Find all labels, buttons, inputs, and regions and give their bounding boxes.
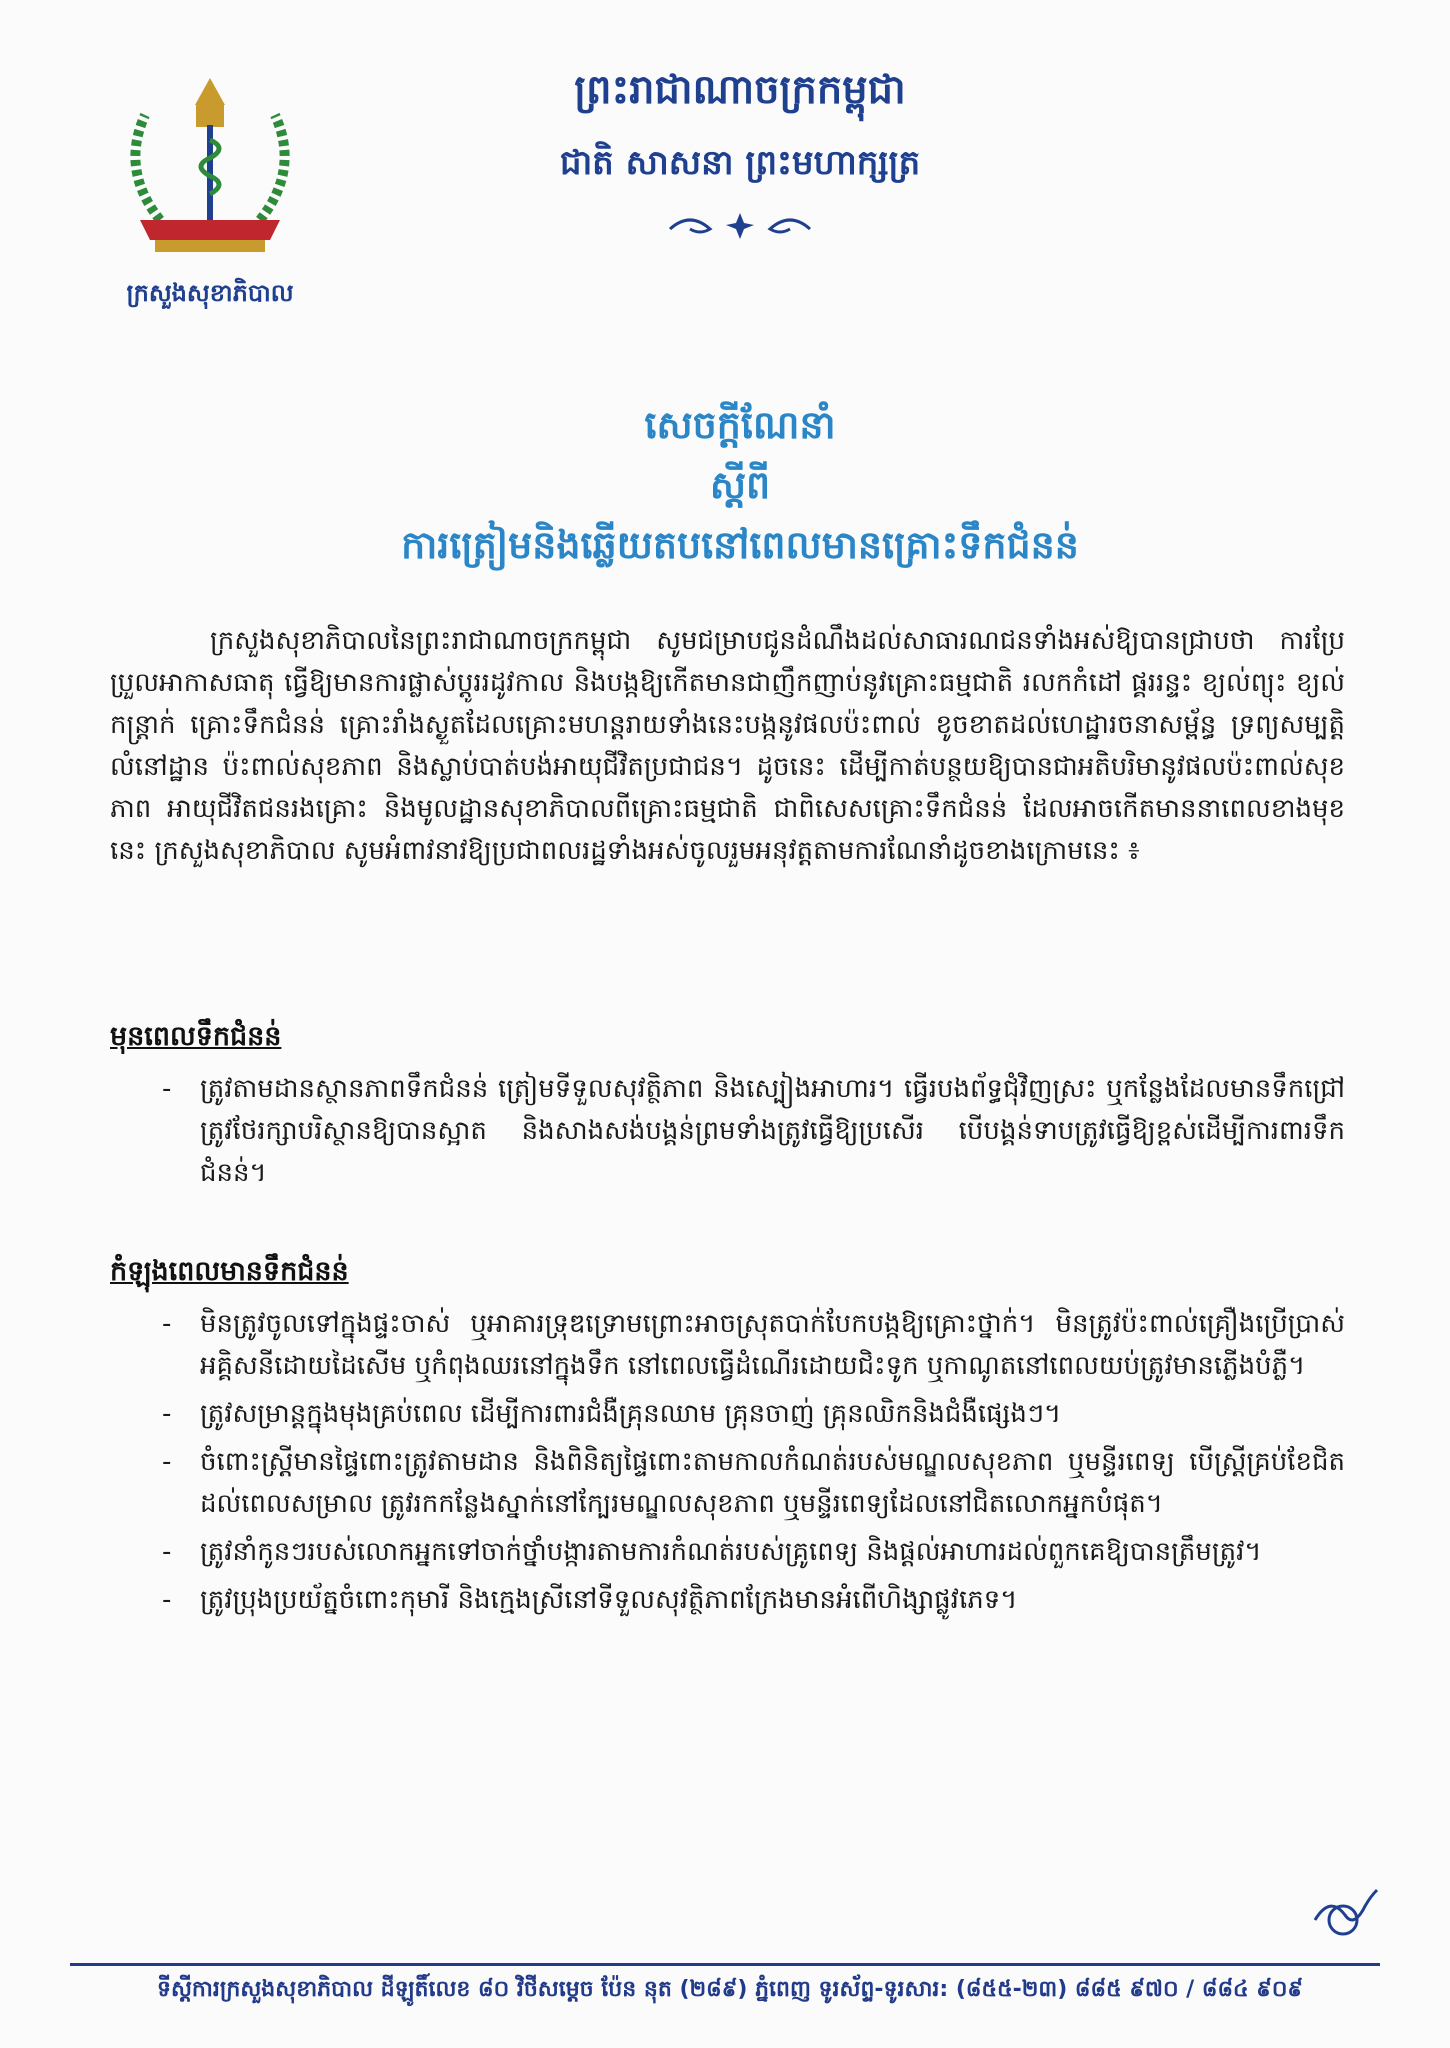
footer-divider bbox=[70, 1963, 1380, 1966]
title-line-1: សេចក្តីណែនាំ bbox=[644, 403, 836, 447]
list-item: - មិនត្រូវចូលទៅក្នុងផ្ទះចាស់ ឬអាគារទ្រុឌទ្រោមព្រោះអាចស្រុតបាក់បែកបង្កឱ្យគ្រោះថ្នាក់។ មិនត្រូវប៉ះពាល់គ្រឿងប្រើប្រាស់ អគ្គិសនីដោយដៃសើម ឬកំពុងឈរនៅក្នុងទឹក នៅពេលធ្វើដំណើរដោយជិះទូក ឬកាណូតនៅពេលយប់ត្រូវមានភ្លើងបំភ្លឺ។ bbox=[162, 1309, 1345, 1381]
section-heading-during: កំឡុងពេលមានទឹកជំនន់ bbox=[110, 1256, 349, 1287]
list-item: - ត្រូវប្រុងប្រយ័ត្នចំពោះកុមារី និងក្មេងស្រីនៅទីទួលសុវត្ថិភាពក្រែងមានអំពើហិង្សាផ្លូវភេទ។ bbox=[162, 1585, 1018, 1615]
list-item: - ត្រូវសម្រាន្តក្នុងមុងគ្រប់ពេល ដើម្បីការពារជំងឺគ្រុនឈាម គ្រុនចាញ់ គ្រុនឈិកនិងជំងឺផ្សេងៗ។ bbox=[162, 1399, 1062, 1429]
national-motto: ជាតិ សាសនា ព្រះមហាក្សត្រ bbox=[559, 143, 921, 183]
section-heading-before: មុនពេលទឹកជំនន់ bbox=[110, 1021, 282, 1052]
intro-paragraph bbox=[110, 620, 1345, 872]
list-item: - ចំពោះស្ត្រីមានផ្ទៃពោះត្រូវតាមដាន និងពិនិត្យផ្ទៃពោះតាមកាលកំណត់របស់មណ្ឌលសុខភាព ឬមន្ទីរពេទ្យ បើស្ត្រីគ្រប់ខែជិតដល់ពេលសម្រាល ត្រូវរកកន្លែងស្នាក់នៅក្បែរមណ្ឌលសុខភាព ឬមន្ទីរពេទ្យដែលនៅជិតលោកអ្នកបំផុត។ bbox=[162, 1447, 1345, 1519]
initials-signature bbox=[1305, 1880, 1385, 1940]
title-line-3: ការត្រៀមនិងឆ្លើយតបនៅពេលមានគ្រោះទឹកជំនន់ bbox=[401, 523, 1079, 567]
footer-address: ទីស្តីការក្រសួងសុខាភិបាល ដីឡូតិ៍លេខ ៨០ វិថីសម្តេច ប៉ែន នុត (២៨៩) ភ្នំពេញ ទូរស័ព្ទ-ទូរសារ: (៨៥៥-២៣) ៨៨៥ ៩៧០ / ៨៨៤ ៩០៩ bbox=[156, 1977, 1303, 2002]
before-list bbox=[110, 1068, 1345, 1200]
title-line-2: ស្តីពី bbox=[709, 463, 771, 507]
list-item: - ត្រូវតាមដានស្ថានភាពទឹកជំនន់ ត្រៀមទីទួលសុវត្ថិភាព និងស្បៀងអាហារ។ ធ្វើរបងព័ទ្ធជុំវិញស្រះ ឬកន្លែងដែលមានទឹកជ្រៅ ត្រូវថែរក្សាបរិស្ថានឱ្យបានស្អាត និងសាងសង់បង្គន់ព្រមទាំងត្រូវធ្វើឱ្យប្រសើរ បើបង្គន់ទាបត្រូវធ្វើឱ្យខ្ពស់ដើម្បីការពារទឹកជំនន់។ bbox=[162, 1074, 1345, 1188]
intro-text: ក្រសួងសុខាភិបាលនៃព្រះរាជាណាចក្រកម្ពុជា សូមជម្រាបជូនដំណឹងដល់សាធារណជនទាំងអស់ឱ្យបានជ្រាបថា ការប្រែប្រួលអាកាសធាតុ ធ្វើឱ្យមានការផ្លាស់ប្តូររដូវកាល និងបង្កឱ្យកើតមានជាញឹកញាប់នូវគ្រោះធម្មជាតិ រលកកំដៅ ផ្គររន្ទះ ខ្យល់ព្យុះ ខ្យល់កន្ត្រាក់ គ្រោះទឹកជំនន់ គ្រោះរាំងស្ងួតដែលគ្រោះមហន្តរាយទាំងនេះបង្កនូវផលប៉ះពាល់ ខូចខាតដល់ហេដ្ឋារចនាសម្ព័ន្ធ ទ្រព្យសម្បត្តិ លំនៅដ្ឋាន ប៉ះពាល់សុខភាព និងស្លាប់បាត់បង់អាយុជីវិតប្រជាជន។ ដូចនេះ ដើម្បីកាត់បន្ថយឱ្យបានជាអតិបរិមានូវផលប៉ះពាល់សុខភាព អាយុជីវិតជនរងគ្រោះ និងមូលដ្ឋានសុខាភិបាលពីគ្រោះធម្មជាតិ ជាពិសេសគ្រោះទឹកជំនន់ ដែលអាចកើតមាននាពេលខាងមុខនេះ ក្រសួងសុខាភិបាល សូមអំពាវនាវឱ្យប្រជាពលរដ្ឋទាំងអស់ចូលរួមអនុវត្តតាមការណែនាំដូចខាងក្រោមនេះ ៖ bbox=[110, 626, 1345, 866]
ornament-divider bbox=[660, 205, 820, 245]
during-list bbox=[110, 1303, 1345, 1627]
document-title bbox=[230, 395, 1250, 575]
ministry-name: ក្រសួងសុខាភិបាល bbox=[126, 279, 294, 307]
kingdom-title: ព្រះរាជាណាចក្រកម្ពុជា bbox=[574, 66, 906, 113]
list-item: - ត្រូវនាំកូនៗរបស់លោកអ្នកទៅចាក់ថ្នាំបង្ការតាមការកំណត់របស់គ្រូពេទ្យ និងផ្តល់អាហារដល់ពួកគេឱ្យបានត្រឹមត្រូវ។ bbox=[162, 1537, 1262, 1567]
ministry-of-health-logo bbox=[100, 70, 320, 260]
